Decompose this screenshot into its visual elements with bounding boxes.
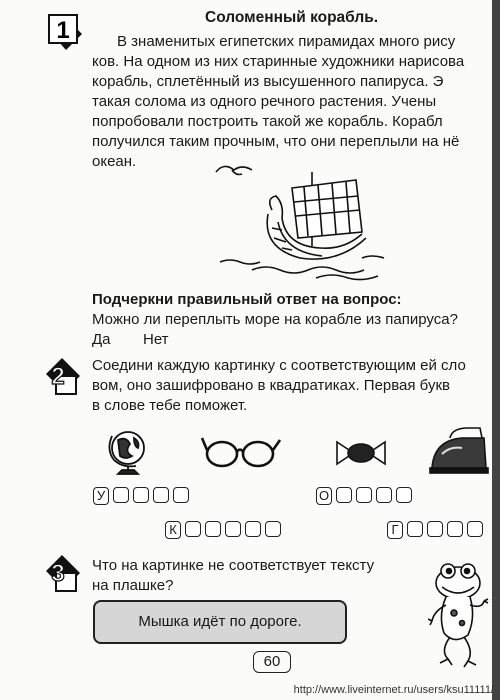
word-box-first-letter-4: Г: [387, 521, 403, 539]
word-box-first-letter-2: О: [316, 487, 332, 505]
story-line-5: попробовали построить такой же корабль. Корабл: [92, 113, 443, 130]
task2-line-3: в слове тебе поможет.: [92, 397, 248, 414]
task-number-badge-1: [46, 10, 86, 50]
question-text: Можно ли переплыть море на корабле из папируса?: [92, 311, 458, 328]
word-box-empty[interactable]: [153, 487, 169, 503]
candy-icon[interactable]: [335, 436, 387, 470]
svg-text:2: 2: [51, 363, 65, 390]
word-box-empty[interactable]: [467, 521, 483, 537]
story-line-7: океан.: [92, 153, 137, 170]
word-box-empty[interactable]: [133, 487, 149, 503]
task3-line-1: Что на картинке не соответствует тексту: [92, 557, 375, 574]
glasses-icon[interactable]: [200, 430, 284, 474]
page-edge: [492, 0, 500, 700]
story-line-1: В знаменитых египетских пирамидах много рису: [117, 33, 456, 50]
svg-text:3: 3: [51, 560, 65, 587]
story-line-3: корабль, сплетённый из высушенного папируса. Э: [92, 73, 444, 90]
word-box-empty[interactable]: [113, 487, 129, 503]
task2-line-1: Соедини каждую картинку с соответствующим ей сло: [92, 357, 466, 374]
footer-url[interactable]: http://www.liveinternet.ru/users/ksu11111/: [293, 684, 494, 696]
task-number-badge-3: [42, 553, 82, 593]
word-box-empty[interactable]: [376, 487, 392, 503]
word-box-empty[interactable]: [396, 487, 412, 503]
question-heading: Подчеркни правильный ответ на вопрос:: [92, 291, 402, 308]
iron-icon[interactable]: [428, 424, 492, 476]
word-box-empty[interactable]: [447, 521, 463, 537]
papyrus-boat-illustration: [212, 158, 392, 283]
text-plaque: Мышка идёт по дороге.: [93, 600, 347, 644]
word-box-empty[interactable]: [245, 521, 261, 537]
svg-text:1: 1: [56, 17, 70, 44]
word-box-empty[interactable]: [185, 521, 201, 537]
answer-no[interactable]: Нет: [143, 331, 169, 348]
word-box-first-letter-1: У: [93, 487, 109, 505]
frog-illustration: [428, 555, 490, 675]
story-line-2: ков. На одном из них старинные художники нарисова: [92, 53, 465, 70]
task-number-badge-2: [42, 356, 82, 396]
task2-line-2: вом, оно зашифровано в квадратиках. Первая букв: [92, 377, 450, 394]
page-number: 60: [253, 651, 291, 673]
task3-line-2: на плашке?: [92, 577, 174, 594]
word-box-empty[interactable]: [356, 487, 372, 503]
word-box-empty[interactable]: [427, 521, 443, 537]
word-box-empty[interactable]: [265, 521, 281, 537]
answer-yes[interactable]: Да: [92, 331, 111, 348]
word-box-empty[interactable]: [173, 487, 189, 503]
story-line-4: такая солома из одного речного растения. Учены: [92, 93, 437, 110]
story-title: Соломенный корабль.: [205, 9, 379, 26]
word-box-empty[interactable]: [336, 487, 352, 503]
word-box-empty[interactable]: [407, 521, 423, 537]
word-box-empty[interactable]: [205, 521, 221, 537]
globe-icon[interactable]: [104, 426, 156, 478]
story-line-6: получился таким прочным, что они переплыли на нё: [92, 133, 460, 150]
word-box-empty[interactable]: [225, 521, 241, 537]
word-box-first-letter-3: К: [165, 521, 181, 539]
